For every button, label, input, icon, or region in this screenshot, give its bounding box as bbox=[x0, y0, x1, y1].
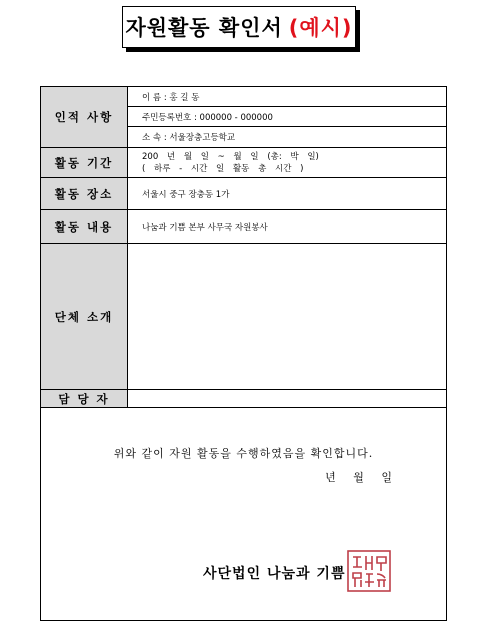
value-organization-intro bbox=[128, 244, 446, 390]
period-line-1: 200 년 월 일 ~ 월 일 (총: 박 일) bbox=[142, 151, 319, 162]
document-title bbox=[122, 6, 356, 48]
label-activity-place: 활동 장소 bbox=[41, 178, 128, 210]
issuer-name: 사단법인 나눔과 기쁨 bbox=[203, 566, 346, 582]
label-person-in-charge: 담 당 자 bbox=[41, 390, 128, 408]
label-activity-period: 활동 기간 bbox=[41, 148, 128, 178]
issue-date: 년 월 일 bbox=[325, 471, 392, 484]
label-personal-info: 인적 사항 bbox=[41, 87, 128, 148]
confirmation-form bbox=[40, 86, 447, 621]
organization-seal-stamp bbox=[346, 549, 392, 593]
title-example-mark: (예시) bbox=[288, 16, 353, 40]
label-organization-intro: 단체 소개 bbox=[41, 244, 128, 390]
value-affiliation: 소 속 : 서울장충고등학교 bbox=[128, 127, 446, 148]
value-activity-place: 서울시 중구 장충동 1가 bbox=[128, 178, 446, 210]
value-activity-content: 나눔과 기쁨 본부 사무국 자원봉사 bbox=[128, 210, 446, 244]
value-resident-number: 주민등록번호 : 000000 - 000000 bbox=[128, 107, 446, 127]
value-name: 이 름 : 홍 길 동 bbox=[128, 87, 446, 107]
title-main: 자원활동 확인서 bbox=[125, 16, 283, 40]
label-activity-content: 활동 내용 bbox=[41, 210, 128, 244]
value-activity-period bbox=[128, 148, 446, 178]
confirmation-statement: 위와 같이 자원 활동을 수행하였음을 확인합니다. bbox=[113, 447, 374, 460]
period-line-2: ( 하루 - 시간 일 활동 총 시간 ) bbox=[142, 163, 304, 174]
value-person-in-charge bbox=[128, 390, 446, 408]
